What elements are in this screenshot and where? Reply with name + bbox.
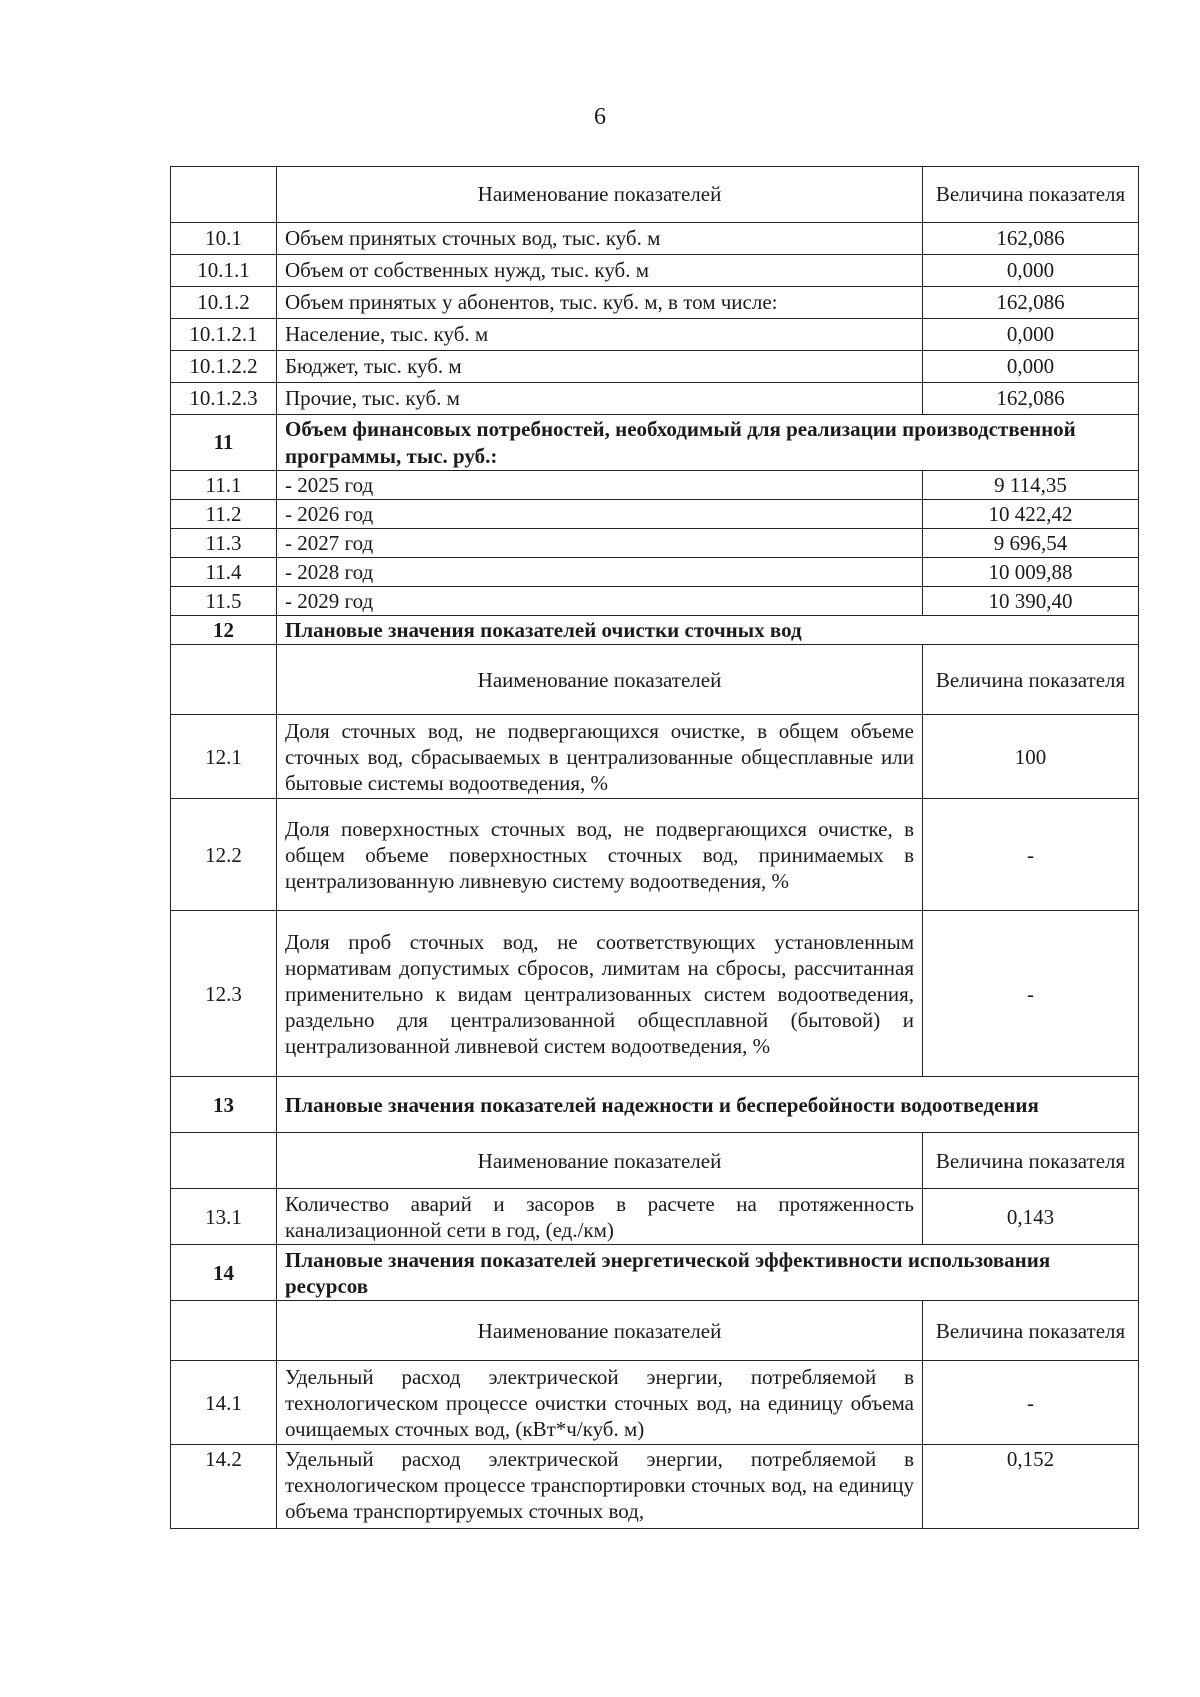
row-value: 0,143 <box>923 1189 1139 1245</box>
table-row <box>171 319 1139 351</box>
table-row <box>171 715 1139 799</box>
row-num: 12.3 <box>171 911 277 1077</box>
section-num: 14 <box>171 1245 277 1301</box>
table-row <box>171 558 1139 587</box>
row-value: 9 696,54 <box>923 529 1139 558</box>
row-value: 162,086 <box>923 287 1139 319</box>
row-num: 11.1 <box>171 471 277 500</box>
table-row <box>171 351 1139 383</box>
row-value: - <box>923 799 1139 911</box>
section-title: Плановые значения показателей очистки сточных вод <box>277 616 1139 645</box>
row-name: Удельный расход электрической энергии, потребляемой в технологическом процессе очистки сточных вод, на единицу объема очищаемых сточных вод, (кВт*ч/куб. м) <box>277 1361 923 1445</box>
table-row <box>171 529 1139 558</box>
row-value: 10 390,40 <box>923 587 1139 616</box>
row-name: Доля проб сточных вод, не соответствующих установленным нормативам допустимых сбросов, лимитам на сбросы, рассчитанная применительно к видам централизованных систем водоотведения, раздельно для централизованной общесплавной (бытовой) и централизованной ливневой систем водоотведения, % <box>277 911 923 1077</box>
section-row-11 <box>171 415 1139 471</box>
row-name: Доля поверхностных сточных вод, не подвергающихся очистке, в общем объеме поверхностных сточных вод, принимаемых в централизованную ливневую систему водоотведения, % <box>277 799 923 911</box>
table-row <box>171 287 1139 319</box>
row-name: - 2028 год <box>277 558 923 587</box>
row-value: 0,000 <box>923 255 1139 287</box>
section-num: 11 <box>171 415 277 471</box>
section-num: 13 <box>171 1077 277 1133</box>
section-num: 12 <box>171 616 277 645</box>
row-value: 100 <box>923 715 1139 799</box>
row-name: - 2029 год <box>277 587 923 616</box>
row-num: 14.1 <box>171 1361 277 1445</box>
row-num: 11.4 <box>171 558 277 587</box>
row-value: - <box>923 1361 1139 1445</box>
row-name: - 2026 год <box>277 500 923 529</box>
header-num-cell <box>171 1133 277 1189</box>
row-name: Объем принятых у абонентов, тыс. куб. м, в том числе: <box>277 287 923 319</box>
row-name: - 2027 год <box>277 529 923 558</box>
table-row <box>171 471 1139 500</box>
row-name: Количество аварий и засоров в расчете на протяженность канализационной сети в год, (ед./км) <box>277 1189 923 1245</box>
page-number: 6 <box>594 104 606 130</box>
table-row <box>171 383 1139 415</box>
row-num: 10.1.2.2 <box>171 351 277 383</box>
table-row <box>171 799 1139 911</box>
table-row <box>171 1189 1139 1245</box>
table-header-row <box>171 1133 1139 1189</box>
table-row <box>171 500 1139 529</box>
row-num: 10.1.2 <box>171 287 277 319</box>
row-value: 162,086 <box>923 383 1139 415</box>
header-name-cell: Наименование показателей <box>277 1301 923 1361</box>
row-num: 14.2 <box>171 1445 277 1529</box>
row-num: 13.1 <box>171 1189 277 1245</box>
header-value-cell: Величина показателя <box>923 645 1139 715</box>
row-name: Удельный расход электрической энергии, потребляемой в технологическом процессе транспортировки сточных вод, на единицу объема транспортируемых сточных вод, <box>277 1445 923 1529</box>
row-name: Объем принятых сточных вод, тыс. куб. м <box>277 223 923 255</box>
section-row-12 <box>171 616 1139 645</box>
header-name-cell: Наименование показателей <box>277 1133 923 1189</box>
table-header-row <box>171 1301 1139 1361</box>
row-name: Прочие, тыс. куб. м <box>277 383 923 415</box>
table-row <box>171 911 1139 1077</box>
row-num: 10.1.1 <box>171 255 277 287</box>
row-num: 11.5 <box>171 587 277 616</box>
indicators-table <box>170 166 1139 1529</box>
header-num-cell <box>171 645 277 715</box>
row-value: 0,000 <box>923 319 1139 351</box>
table-row <box>171 223 1139 255</box>
row-num: 12.1 <box>171 715 277 799</box>
table-row <box>171 255 1139 287</box>
table-row <box>171 587 1139 616</box>
section-row-13 <box>171 1077 1139 1133</box>
section-title: Плановые значения показателей энергетической эффективности использования ресурсов <box>277 1245 1139 1301</box>
table-header-row <box>171 645 1139 715</box>
section-title: Плановые значения показателей надежности и бесперебойности водоотведения <box>277 1077 1139 1133</box>
row-value: - <box>923 911 1139 1077</box>
row-name: Объем от собственных нужд, тыс. куб. м <box>277 255 923 287</box>
row-num: 10.1.2.3 <box>171 383 277 415</box>
row-num: 10.1 <box>171 223 277 255</box>
table-row <box>171 1361 1139 1445</box>
section-row-14 <box>171 1245 1139 1301</box>
row-name: Население, тыс. куб. м <box>277 319 923 351</box>
header-value-cell: Величина показателя <box>923 1301 1139 1361</box>
header-name-cell: Наименование показателей <box>277 167 923 223</box>
header-value-cell: Величина показателя <box>923 1133 1139 1189</box>
row-num: 10.1.2.1 <box>171 319 277 351</box>
row-value: 10 422,42 <box>923 500 1139 529</box>
row-value: 0,152 <box>923 1445 1139 1529</box>
header-num-cell <box>171 167 277 223</box>
row-num: 11.2 <box>171 500 277 529</box>
table-header-row <box>171 167 1139 223</box>
header-value-cell: Величина показателя <box>923 167 1139 223</box>
header-num-cell <box>171 1301 277 1361</box>
section-title: Объем финансовых потребностей, необходимый для реализации производственной программы, тыс. руб.: <box>277 415 1139 471</box>
row-num: 12.2 <box>171 799 277 911</box>
row-name: - 2025 год <box>277 471 923 500</box>
row-name: Бюджет, тыс. куб. м <box>277 351 923 383</box>
table-row <box>171 1445 1139 1529</box>
row-value: 162,086 <box>923 223 1139 255</box>
row-value: 9 114,35 <box>923 471 1139 500</box>
header-name-cell: Наименование показателей <box>277 645 923 715</box>
row-value: 0,000 <box>923 351 1139 383</box>
row-value: 10 009,88 <box>923 558 1139 587</box>
row-num: 11.3 <box>171 529 277 558</box>
row-name: Доля сточных вод, не подвергающихся очистке, в общем объеме сточных вод, сбрасываемых в централизованные общесплавные или бытовые системы водоотведения, % <box>277 715 923 799</box>
